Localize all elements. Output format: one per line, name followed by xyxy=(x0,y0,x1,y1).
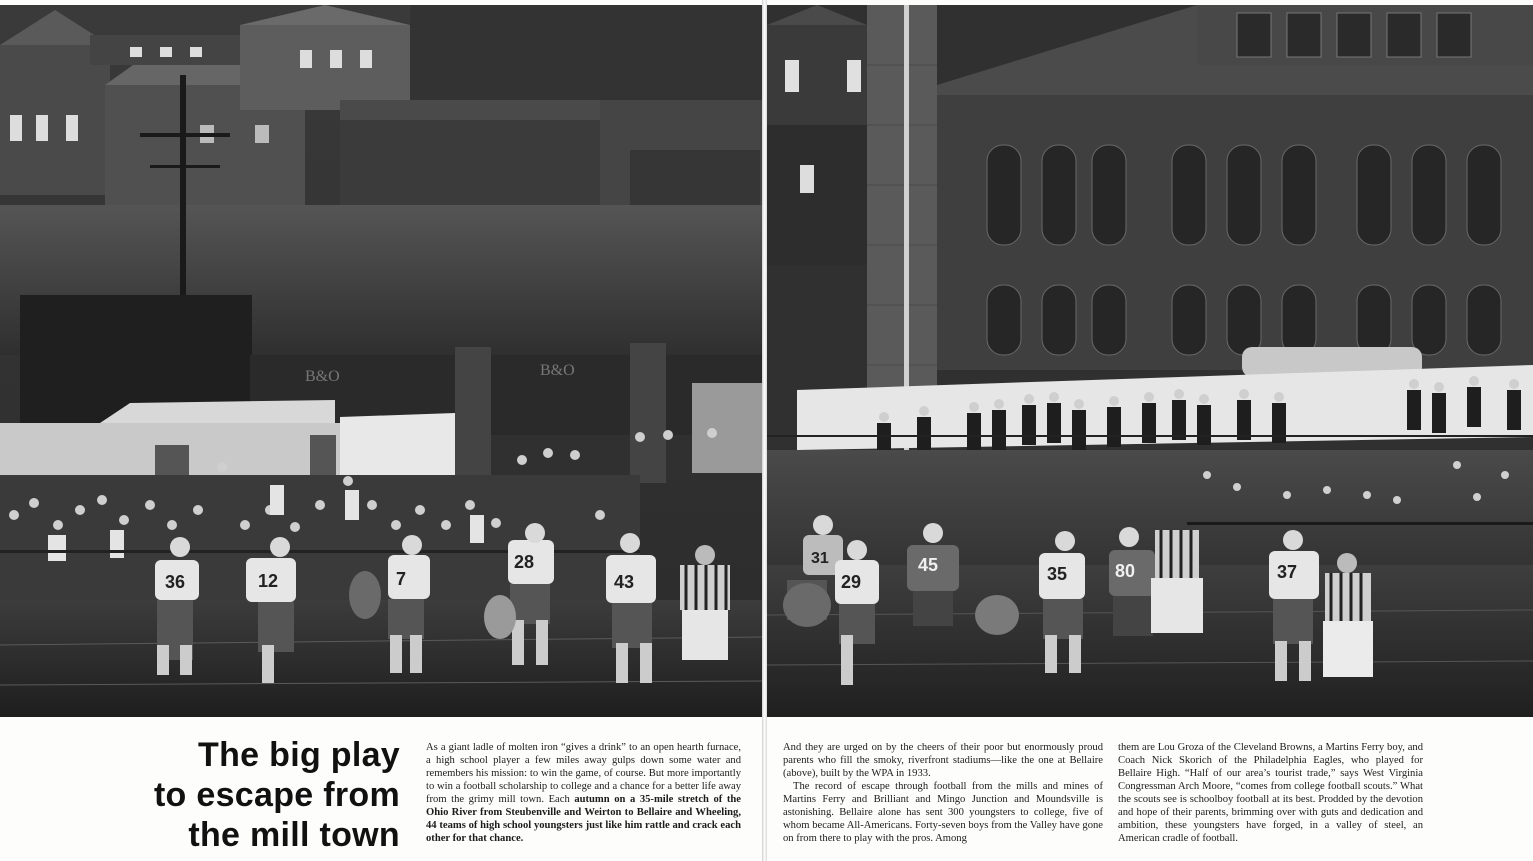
photo-left-football-field xyxy=(0,5,762,717)
jersey-number: 37 xyxy=(1277,562,1298,582)
jersey-number: 80 xyxy=(1115,561,1136,581)
headline-line-2: to escape from xyxy=(153,776,400,814)
jersey-number: 36 xyxy=(165,572,186,592)
jersey-number: 45 xyxy=(918,555,939,575)
jersey-number: 7 xyxy=(396,569,407,589)
article-headline xyxy=(40,735,400,855)
left-page xyxy=(0,0,762,861)
col3-paragraph-1: them are Lou Groza of the Cleveland Browns, a Martins Ferry boy, and Coach Nick Skorich of the Philadelphia Eagles, who played for Bellaire High. “Half of our area’s tourist trade,” says West Virginia Congressman Arch Moore, “comes from college football scouts.” What the scouts see is schoolboy football at its best. Prodded by the devotion and hope of their parents, brimming over with guts and dedication and ambition, these youngsters have forged, in a valley of steel, an American cradle of football. xyxy=(1118,742,1423,844)
jersey-number: 28 xyxy=(514,552,535,572)
col1-bold-text: autumn on a 35-mile stretch of the Ohio River from Steubenville and Weirton to Bellaire and Wheeling, 44 teams of high school youngsters just like him rattle and crack each other for that chance. xyxy=(426,794,741,844)
col1-intro-text: As a giant ladle of molten iron “gives a drink” to an open hearth furnace, a high school player a few miles away gulps down some water and remembers his mission: to win the game, of course. But more importantly to win a football scholarship to college and a chance for a better life away from the grimy mill town. Each xyxy=(426,742,741,805)
jersey-number: 31 xyxy=(811,550,829,567)
article-column-1 xyxy=(426,741,741,845)
jersey-number: 29 xyxy=(841,572,862,592)
photo-right-football-field xyxy=(767,5,1533,717)
b-and-o-sign-left: B&O xyxy=(305,368,340,385)
headline-line-3: the mill town xyxy=(188,816,400,854)
col2-paragraph-2: The record of escape through football from the mills and mines of Martins Ferry and Brilliant and Mingo Junction and Moundsville is astonishing. Bellaire alone has sent 300 youngsters to college, five of whom became All-Americans. Forty-seven boys from the Valley have gone on from there to play with the pros. Among xyxy=(783,781,1103,844)
jersey-number: 35 xyxy=(1047,564,1068,584)
headline-line-1: The big play xyxy=(198,736,400,774)
right-page xyxy=(767,0,1533,861)
jersey-number: 43 xyxy=(614,572,635,592)
b-and-o-sign-right: B&O xyxy=(540,362,575,379)
referee-right-center xyxy=(1151,530,1203,633)
jersey-number: 12 xyxy=(258,571,279,591)
article-column-2 xyxy=(783,741,1103,845)
col2-paragraph-1: And they are urged on by the cheers of their poor but enormously proud parents who fill the smoky, riverfront stadiums—like the one at Bellaire (above), built by the WPA in 1933. xyxy=(783,742,1103,779)
article-column-3 xyxy=(1118,741,1423,845)
